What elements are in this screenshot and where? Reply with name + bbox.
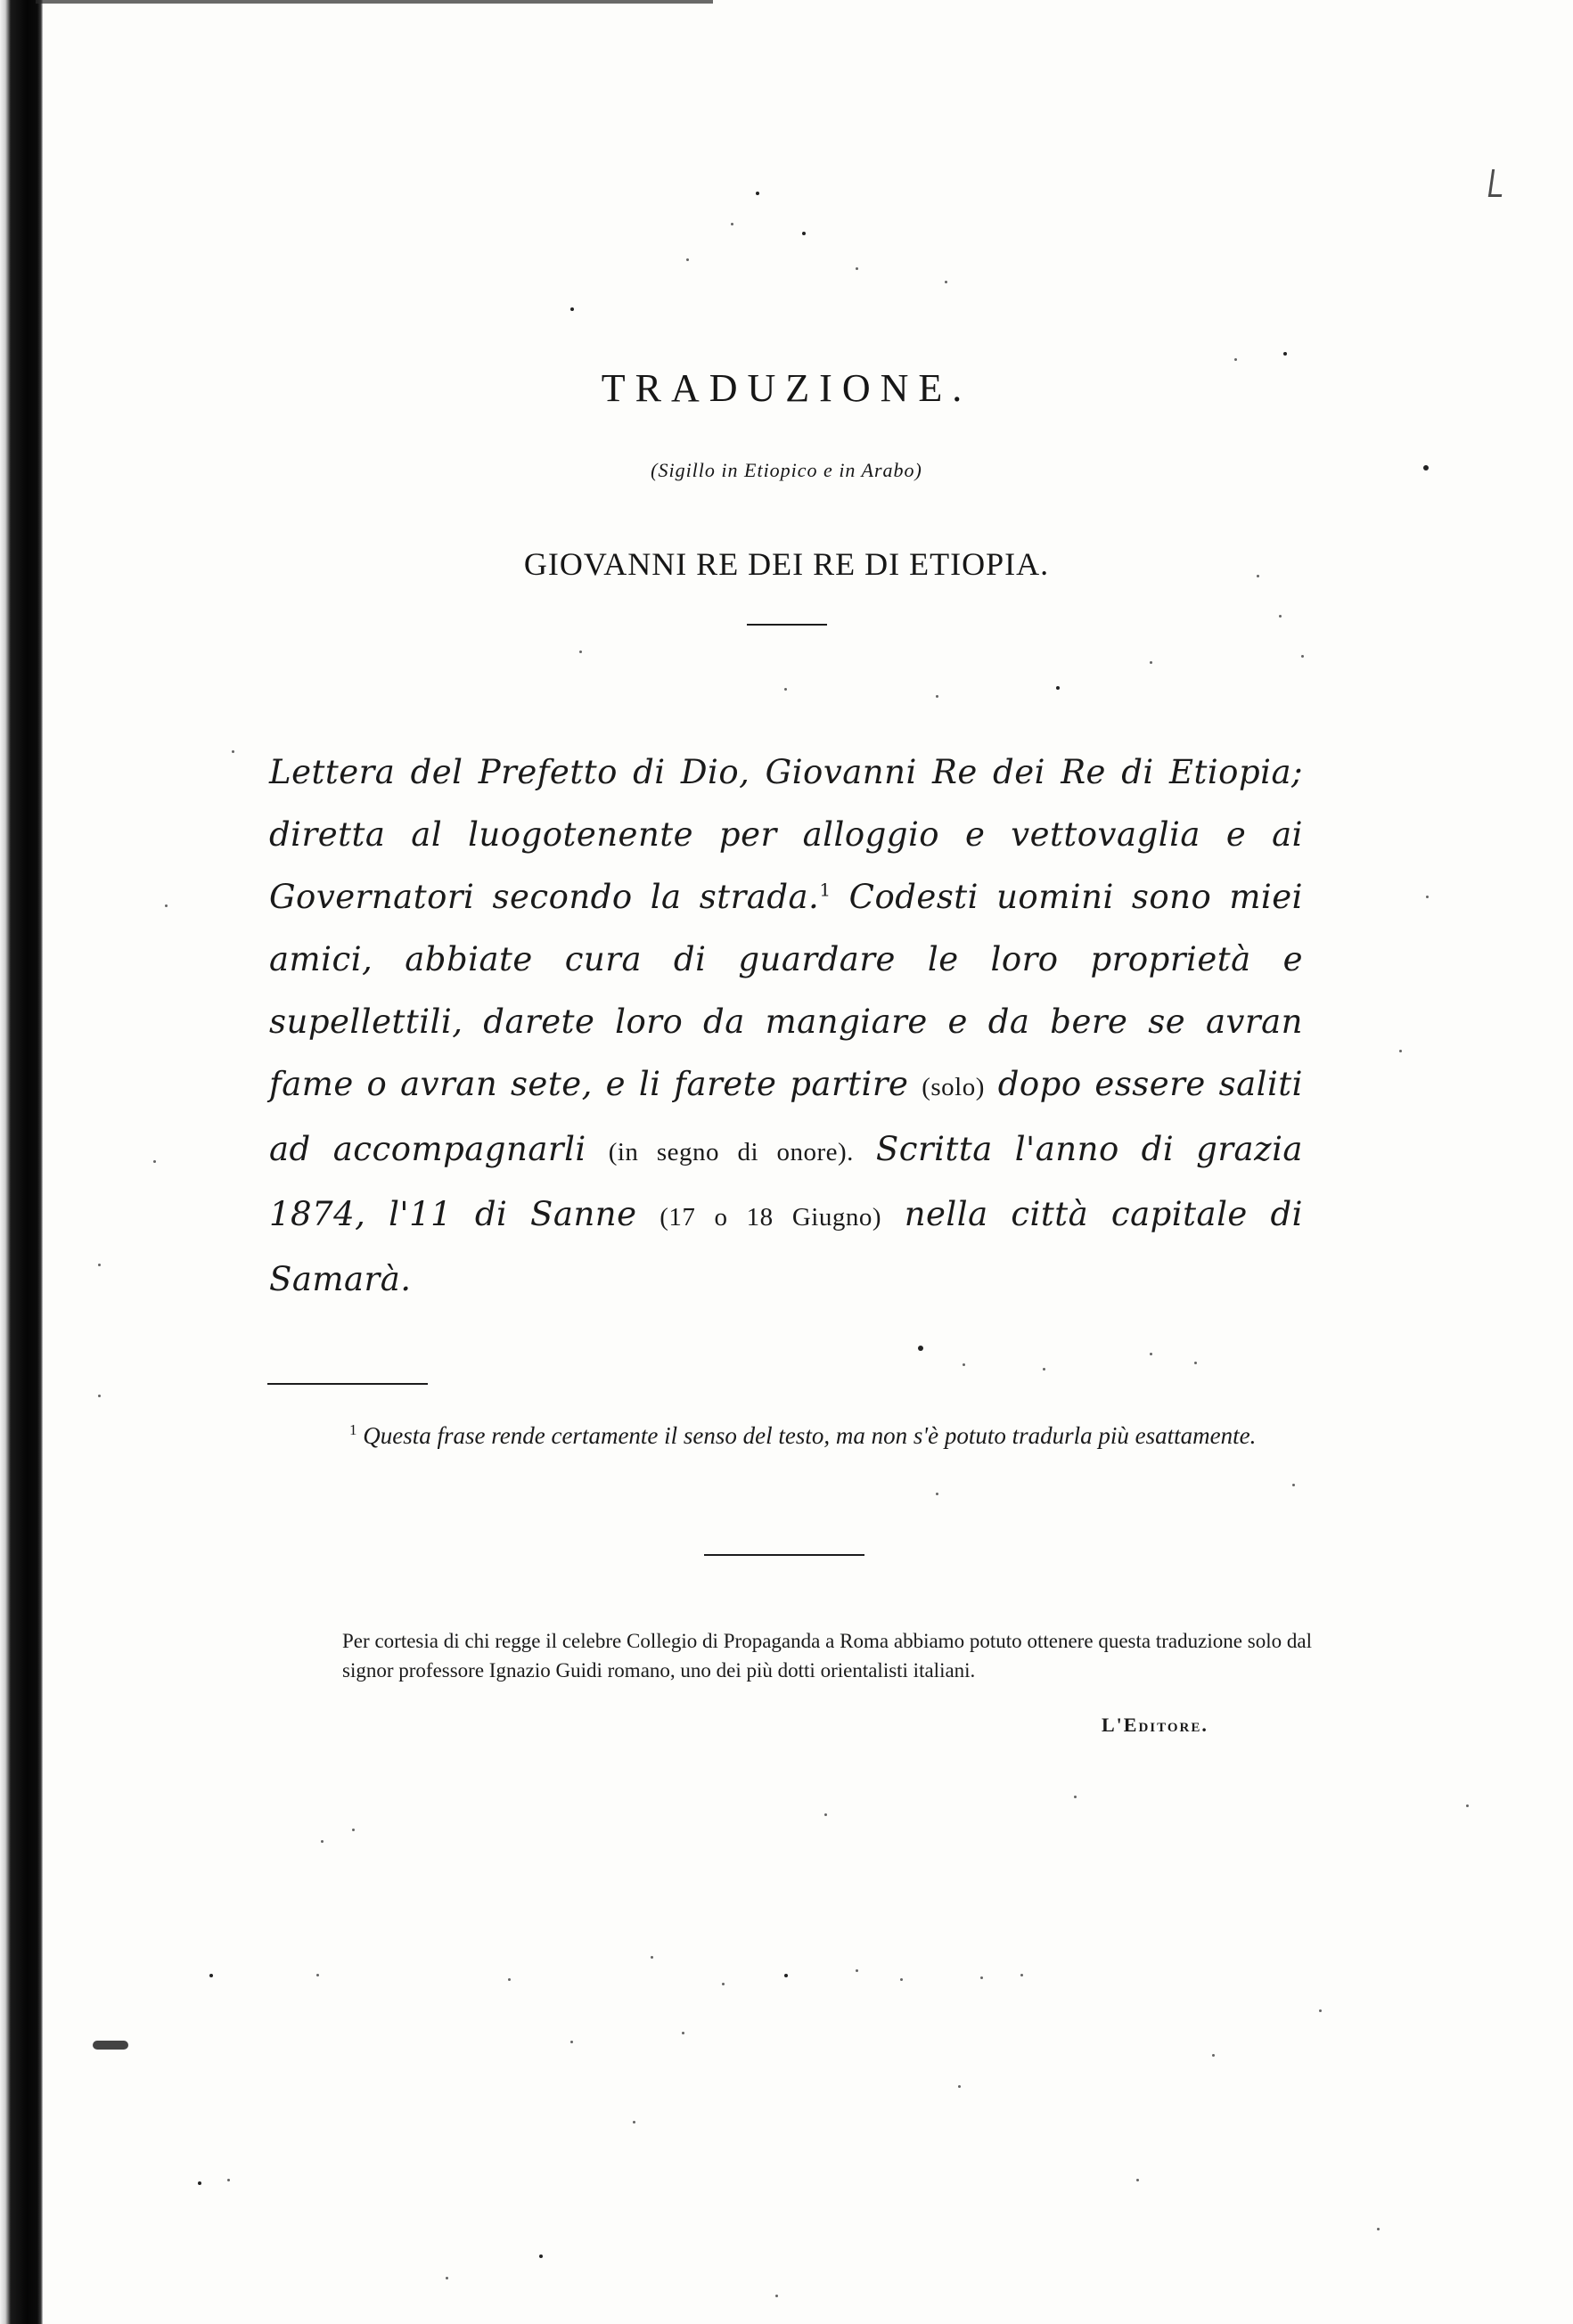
footnote-ref: 1	[819, 879, 832, 901]
footnote	[312, 1408, 1299, 1458]
seal-note: (Sigillo in Etiopico e in Arabo)	[651, 459, 922, 481]
letter-text: Codesti uomini sono miei amici, abbiate cura di guardare le loro proprietà e supellettili, darete loro da mangiare e da bere se avran fame o avran sete, e li farete partire	[269, 878, 1303, 1103]
letter-text: Scritta l'anno di grazia 1874, l'11 di Sanne	[269, 1130, 1303, 1233]
king-heading: GIOVANNI RE DEI RE DI ETIOPIA.	[523, 546, 1050, 582]
page-title: TRADUZIONE.	[601, 366, 972, 410]
letter-text: nella città capitale di Samarà.	[269, 1195, 1303, 1298]
scan-mark	[1488, 169, 1505, 197]
letter-text: dopo essere saliti ad accompagnarli	[269, 1065, 1303, 1168]
editor-note: Per cortesia di chi regge il celebre Collegio di Propaganda a Roma abbiamo potuto ottenere questa traduzione solo dal signor professore Ignazio Guidi romano, uno dei più dotti orientalisti italiani.	[342, 1630, 1312, 1682]
footnote-marker: 1	[349, 1421, 357, 1438]
footnote-divider	[267, 1383, 428, 1385]
ink-blot	[93, 2041, 128, 2050]
letter-text: Lettera del Prefetto di Dio, Giovanni Re dei Re di Etiopia; diretta al luogotenente per alloggio e vettovaglia e ai Governatori secondo la strada.	[269, 753, 1303, 916]
letter-gloss: (in segno di onore).	[608, 1138, 854, 1166]
letter-gloss: (17 o 18 Giugno)	[660, 1203, 882, 1232]
divider	[747, 624, 827, 626]
letter-gloss: (solo)	[922, 1073, 985, 1101]
binding-shadow	[0, 0, 43, 2324]
editor-signature: L'Editore.	[1102, 1714, 1208, 1736]
letter-body	[269, 741, 1303, 1311]
footnote-text: Questa frase rende certamente il senso del testo, ma non s'è potuto tradurla più esattamente.	[363, 1422, 1257, 1449]
divider	[704, 1554, 864, 1556]
top-edge-line	[36, 0, 713, 4]
